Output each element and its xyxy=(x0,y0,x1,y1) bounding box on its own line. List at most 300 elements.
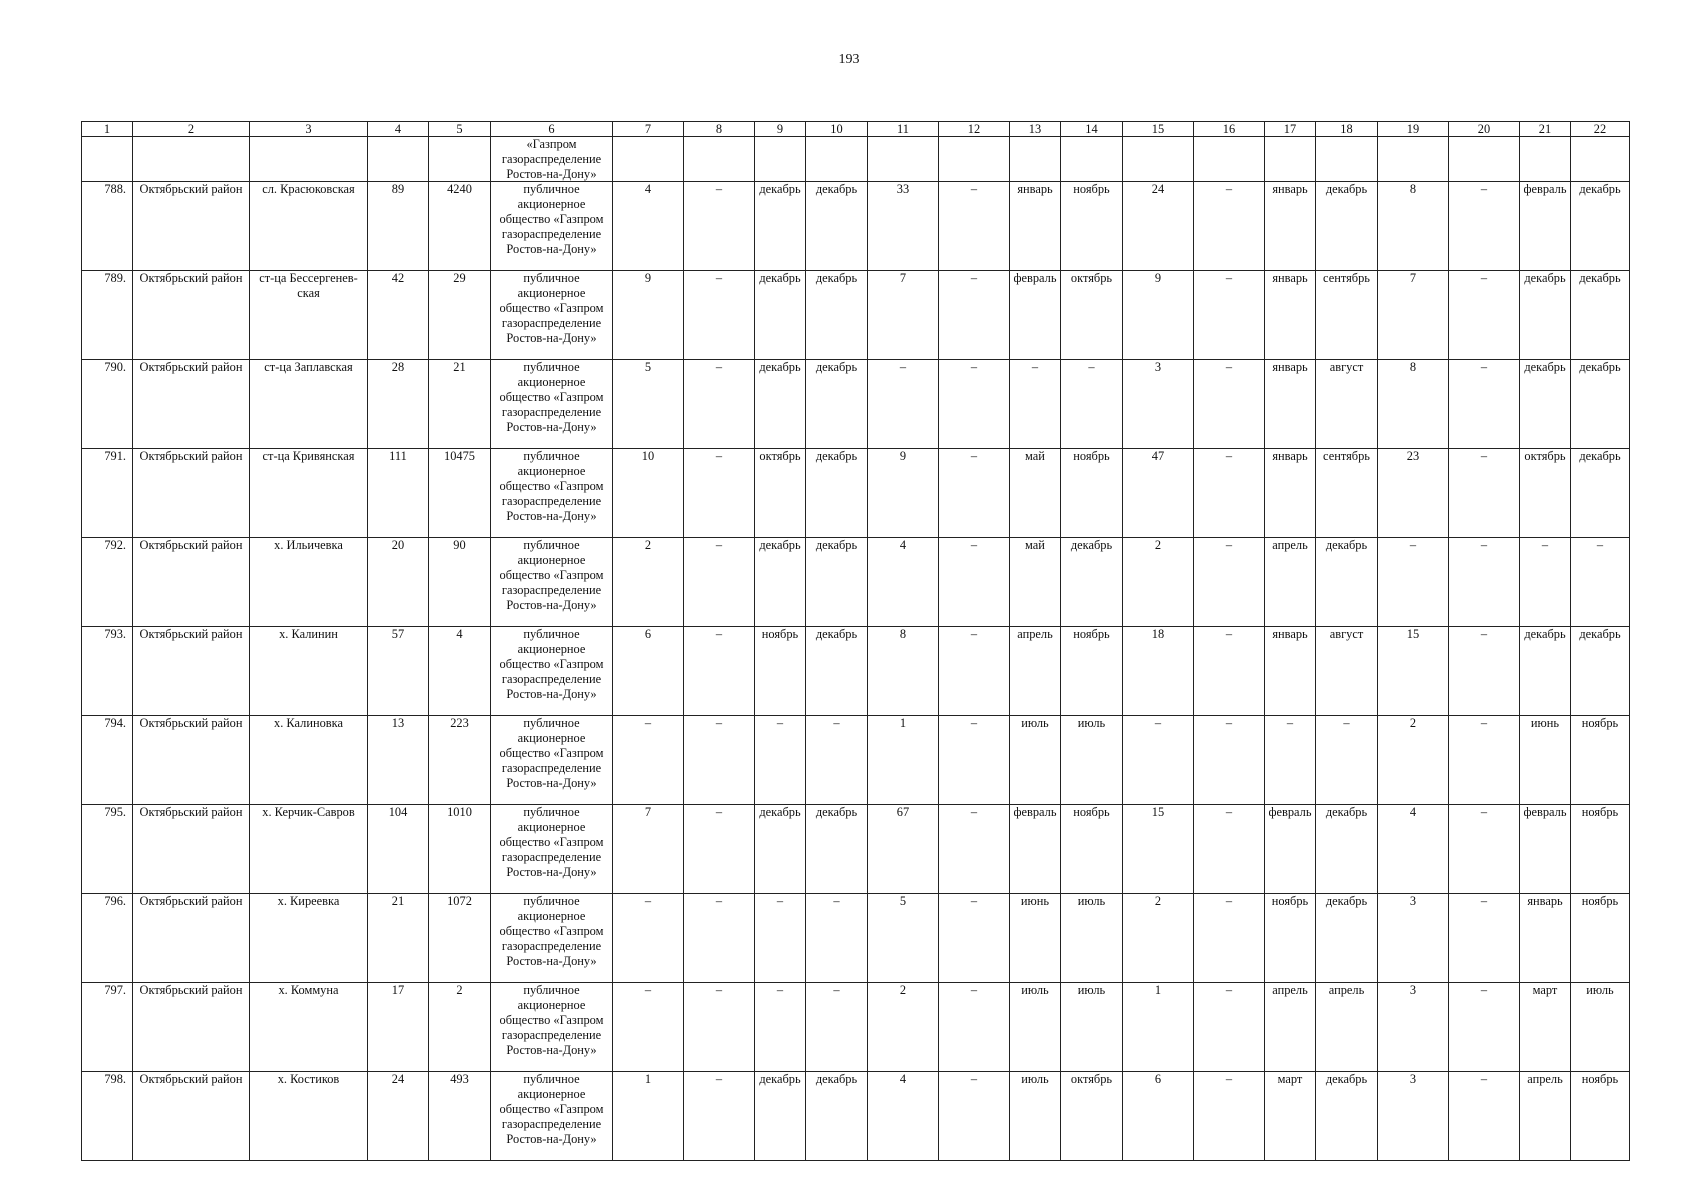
value-cell: 3 xyxy=(1123,360,1194,449)
value-cell: декабрь xyxy=(806,805,868,894)
organization-cell: публичное акционерное общество «Газпром газораспределение Ростов-на-Дону» xyxy=(491,271,613,360)
column-header: 17 xyxy=(1265,122,1316,137)
table-row xyxy=(82,271,1630,360)
value-cell: 223 xyxy=(429,716,491,805)
district-cell: Октябрьский район xyxy=(133,182,250,271)
column-header: 6 xyxy=(491,122,613,137)
value-cell: декабрь xyxy=(1520,627,1571,716)
value-cell: июль xyxy=(1061,983,1123,1072)
page-number: 193 xyxy=(838,52,860,67)
value-cell: – xyxy=(684,1072,755,1161)
empty-cell xyxy=(1265,137,1316,182)
column-header: 20 xyxy=(1449,122,1520,137)
column-header: 1 xyxy=(82,122,133,137)
empty-cell xyxy=(868,137,939,182)
value-cell: февраль xyxy=(1010,805,1061,894)
settlement-cell: х. Калинин xyxy=(250,627,368,716)
value-cell: апрель xyxy=(1265,983,1316,1072)
value-cell: январь xyxy=(1010,182,1061,271)
table-row xyxy=(82,627,1630,716)
value-cell: 18 xyxy=(1123,627,1194,716)
value-cell: декабрь xyxy=(806,449,868,538)
value-cell: июнь xyxy=(1520,716,1571,805)
column-header: 19 xyxy=(1378,122,1449,137)
value-cell: – xyxy=(939,449,1010,538)
value-cell: февраль xyxy=(1520,805,1571,894)
organization-cell: публичное акционерное общество «Газпром газораспределение Ростов-на-Дону» xyxy=(491,983,613,1072)
settlement-cell: х. Костиков xyxy=(250,1072,368,1161)
value-cell: ноябрь xyxy=(1061,182,1123,271)
row-number-cell: 789. xyxy=(82,271,133,360)
value-cell: декабрь xyxy=(1571,271,1630,360)
value-cell: июль xyxy=(1061,894,1123,983)
value-cell: ноябрь xyxy=(1571,894,1630,983)
value-cell: – xyxy=(939,894,1010,983)
value-cell: – xyxy=(684,805,755,894)
value-cell: – xyxy=(1449,627,1520,716)
value-cell: – xyxy=(684,983,755,1072)
table-row xyxy=(82,449,1630,538)
value-cell: – xyxy=(1123,716,1194,805)
value-cell: 2 xyxy=(1123,894,1194,983)
value-cell: май xyxy=(1010,449,1061,538)
value-cell: 20 xyxy=(368,538,429,627)
value-cell: июль xyxy=(1010,1072,1061,1161)
value-cell: ноябрь xyxy=(1265,894,1316,983)
value-cell: февраль xyxy=(1520,182,1571,271)
settlement-cell: х. Коммуна xyxy=(250,983,368,1072)
organization-cell: публичное акционерное общество «Газпром газораспределение Ростов-на-Дону» xyxy=(491,805,613,894)
value-cell: сентябрь xyxy=(1316,271,1378,360)
value-cell: декабрь xyxy=(1316,894,1378,983)
value-cell: апрель xyxy=(1520,1072,1571,1161)
table-row xyxy=(82,983,1630,1072)
column-header: 4 xyxy=(368,122,429,137)
organization-cell: публичное акционерное общество «Газпром газораспределение Ростов-на-Дону» xyxy=(491,182,613,271)
value-cell: декабрь xyxy=(1571,360,1630,449)
value-cell: – xyxy=(1449,360,1520,449)
empty-cell xyxy=(368,137,429,182)
value-cell: 6 xyxy=(613,627,684,716)
value-cell: – xyxy=(806,716,868,805)
district-cell: Октябрьский район xyxy=(133,716,250,805)
value-cell: 89 xyxy=(368,182,429,271)
settlement-cell: х. Ильичевка xyxy=(250,538,368,627)
value-cell: декабрь xyxy=(755,805,806,894)
column-header: 16 xyxy=(1194,122,1265,137)
value-cell: октябрь xyxy=(1520,449,1571,538)
value-cell: – xyxy=(1194,1072,1265,1161)
value-cell: 15 xyxy=(1123,805,1194,894)
table-row xyxy=(82,182,1630,271)
organization-cell: публичное акционерное общество «Газпром газораспределение Ростов-на-Дону» xyxy=(491,449,613,538)
district-cell: Октябрьский район xyxy=(133,538,250,627)
value-cell: 1 xyxy=(1123,983,1194,1072)
value-cell: 9 xyxy=(613,271,684,360)
column-header: 12 xyxy=(939,122,1010,137)
empty-cell xyxy=(133,137,250,182)
value-cell: декабрь xyxy=(1316,538,1378,627)
settlement-cell: х. Калиновка xyxy=(250,716,368,805)
value-cell: ноябрь xyxy=(1061,449,1123,538)
value-cell: апрель xyxy=(1010,627,1061,716)
empty-cell xyxy=(613,137,684,182)
value-cell: – xyxy=(613,716,684,805)
row-number-cell: 794. xyxy=(82,716,133,805)
value-cell: 5 xyxy=(868,894,939,983)
row-number-cell: 788. xyxy=(82,182,133,271)
value-cell: – xyxy=(1194,271,1265,360)
value-cell: 1010 xyxy=(429,805,491,894)
table-row xyxy=(82,716,1630,805)
value-cell: – xyxy=(684,716,755,805)
district-cell: Октябрьский район xyxy=(133,805,250,894)
value-cell: декабрь xyxy=(1571,627,1630,716)
table-row xyxy=(82,1072,1630,1161)
value-cell: февраль xyxy=(1265,805,1316,894)
column-header: 9 xyxy=(755,122,806,137)
district-cell: Октябрьский район xyxy=(133,983,250,1072)
value-cell: 23 xyxy=(1378,449,1449,538)
value-cell: – xyxy=(939,983,1010,1072)
value-cell: 4 xyxy=(1378,805,1449,894)
settlement-cell: ст-ца Заплавская xyxy=(250,360,368,449)
value-cell: ноябрь xyxy=(1571,1072,1630,1161)
value-cell: 6 xyxy=(1123,1072,1194,1161)
settlement-cell: х. Киреевка xyxy=(250,894,368,983)
value-cell: – xyxy=(755,983,806,1072)
value-cell: – xyxy=(939,805,1010,894)
settlement-cell: сл. Красюковская xyxy=(250,182,368,271)
empty-cell xyxy=(755,137,806,182)
value-cell: – xyxy=(806,983,868,1072)
value-cell: – xyxy=(1194,716,1265,805)
value-cell: – xyxy=(684,360,755,449)
value-cell: 2 xyxy=(613,538,684,627)
value-cell: декабрь xyxy=(1316,182,1378,271)
value-cell: 28 xyxy=(368,360,429,449)
value-cell: – xyxy=(1316,716,1378,805)
value-cell: апрель xyxy=(1316,983,1378,1072)
column-header: 3 xyxy=(250,122,368,137)
value-cell: – xyxy=(1449,538,1520,627)
row-number-cell: 791. xyxy=(82,449,133,538)
value-cell: 493 xyxy=(429,1072,491,1161)
value-cell: – xyxy=(939,182,1010,271)
value-cell: – xyxy=(1194,894,1265,983)
value-cell: февраль xyxy=(1010,271,1061,360)
value-cell: январь xyxy=(1265,360,1316,449)
district-cell: Октябрьский район xyxy=(133,1072,250,1161)
empty-cell xyxy=(1010,137,1061,182)
value-cell: ноябрь xyxy=(1571,805,1630,894)
value-cell: 90 xyxy=(429,538,491,627)
value-cell: июль xyxy=(1061,716,1123,805)
column-header: 11 xyxy=(868,122,939,137)
value-cell: 9 xyxy=(1123,271,1194,360)
value-cell: август xyxy=(1316,360,1378,449)
organization-cell: публичное акционерное общество «Газпром газораспределение Ростов-на-Дону» xyxy=(491,360,613,449)
empty-cell xyxy=(1520,137,1571,182)
value-cell: июль xyxy=(1010,983,1061,1072)
value-cell: декабрь xyxy=(755,538,806,627)
district-cell: Октябрьский район xyxy=(133,627,250,716)
column-header: 8 xyxy=(684,122,755,137)
value-cell: – xyxy=(939,271,1010,360)
value-cell: 29 xyxy=(429,271,491,360)
empty-cell xyxy=(250,137,368,182)
row-number-cell: 796. xyxy=(82,894,133,983)
value-cell: декабрь xyxy=(806,360,868,449)
value-cell: 2 xyxy=(1123,538,1194,627)
value-cell: ноябрь xyxy=(1571,716,1630,805)
value-cell: декабрь xyxy=(1520,360,1571,449)
value-cell: ноябрь xyxy=(755,627,806,716)
value-cell: – xyxy=(806,894,868,983)
table-body xyxy=(82,122,1630,1161)
value-cell: – xyxy=(1194,360,1265,449)
value-cell: – xyxy=(1194,983,1265,1072)
empty-cell xyxy=(1194,137,1265,182)
value-cell: 3 xyxy=(1378,1072,1449,1161)
value-cell: 2 xyxy=(868,983,939,1072)
value-cell: 57 xyxy=(368,627,429,716)
value-cell: – xyxy=(939,360,1010,449)
value-cell: – xyxy=(684,271,755,360)
row-number-cell: 790. xyxy=(82,360,133,449)
value-cell: декабрь xyxy=(755,182,806,271)
value-cell: 67 xyxy=(868,805,939,894)
column-header: 14 xyxy=(1061,122,1123,137)
row-number-cell: 793. xyxy=(82,627,133,716)
column-header: 7 xyxy=(613,122,684,137)
district-cell: Октябрьский район xyxy=(133,360,250,449)
value-cell: декабрь xyxy=(755,360,806,449)
settlement-cell: ст-ца Бессергенев-ская xyxy=(250,271,368,360)
value-cell: – xyxy=(1378,538,1449,627)
row-number-cell: 798. xyxy=(82,1072,133,1161)
value-cell: 2 xyxy=(429,983,491,1072)
value-cell: январь xyxy=(1265,627,1316,716)
empty-cell xyxy=(806,137,868,182)
value-cell: – xyxy=(684,182,755,271)
value-cell: январь xyxy=(1520,894,1571,983)
value-cell: 4240 xyxy=(429,182,491,271)
header-row xyxy=(82,122,1630,137)
empty-cell xyxy=(684,137,755,182)
value-cell: июль xyxy=(1571,983,1630,1072)
district-cell: Октябрьский район xyxy=(133,271,250,360)
settlement-cell: ст-ца Кривянская xyxy=(250,449,368,538)
value-cell: 4 xyxy=(868,1072,939,1161)
column-header: 22 xyxy=(1571,122,1630,137)
column-header: 18 xyxy=(1316,122,1378,137)
value-cell: 8 xyxy=(1378,360,1449,449)
value-cell: апрель xyxy=(1265,538,1316,627)
organization-cell: публичное акционерное общество «Газпром газораспределение Ростов-на-Дону» xyxy=(491,716,613,805)
value-cell: – xyxy=(755,716,806,805)
value-cell: декабрь xyxy=(806,1072,868,1161)
value-cell: 111 xyxy=(368,449,429,538)
value-cell: сентябрь xyxy=(1316,449,1378,538)
value-cell: – xyxy=(613,894,684,983)
value-cell: 24 xyxy=(368,1072,429,1161)
value-cell: 33 xyxy=(868,182,939,271)
value-cell: 9 xyxy=(868,449,939,538)
value-cell: октябрь xyxy=(1061,271,1123,360)
value-cell: 104 xyxy=(368,805,429,894)
value-cell: – xyxy=(939,716,1010,805)
organization-cell: «Газпром газораспределение Ростов-на-Дону» xyxy=(491,137,613,182)
value-cell: 1 xyxy=(613,1072,684,1161)
value-cell: 1072 xyxy=(429,894,491,983)
value-cell: декабрь xyxy=(1520,271,1571,360)
column-header: 2 xyxy=(133,122,250,137)
value-cell: 7 xyxy=(613,805,684,894)
value-cell: – xyxy=(1571,538,1630,627)
empty-cell xyxy=(1316,137,1378,182)
value-cell: ноябрь xyxy=(1061,627,1123,716)
value-cell: декабрь xyxy=(1571,182,1630,271)
organization-cell: публичное акционерное общество «Газпром газораспределение Ростов-на-Дону» xyxy=(491,894,613,983)
value-cell: 21 xyxy=(429,360,491,449)
value-cell: январь xyxy=(1265,182,1316,271)
value-cell: июль xyxy=(1010,716,1061,805)
organization-cell: публичное акционерное общество «Газпром газораспределение Ростов-на-Дону» xyxy=(491,1072,613,1161)
value-cell: – xyxy=(1449,182,1520,271)
value-cell: 2 xyxy=(1378,716,1449,805)
value-cell: декабрь xyxy=(755,271,806,360)
value-cell: декабрь xyxy=(1061,538,1123,627)
empty-cell xyxy=(82,137,133,182)
value-cell: декабрь xyxy=(1316,805,1378,894)
value-cell: – xyxy=(1194,538,1265,627)
value-cell: – xyxy=(939,538,1010,627)
value-cell: 3 xyxy=(1378,894,1449,983)
value-cell: 7 xyxy=(868,271,939,360)
empty-cell xyxy=(1449,137,1520,182)
value-cell: 13 xyxy=(368,716,429,805)
row-number-cell: 792. xyxy=(82,538,133,627)
table-row xyxy=(82,360,1630,449)
value-cell: – xyxy=(1010,360,1061,449)
value-cell: 8 xyxy=(1378,182,1449,271)
value-cell: – xyxy=(613,983,684,1072)
value-cell: 1 xyxy=(868,716,939,805)
organization-cell: публичное акционерное общество «Газпром газораспределение Ростов-на-Дону» xyxy=(491,627,613,716)
continuation-row xyxy=(82,137,1630,182)
empty-cell xyxy=(1123,137,1194,182)
value-cell: – xyxy=(1194,805,1265,894)
value-cell: – xyxy=(1520,538,1571,627)
column-header: 5 xyxy=(429,122,491,137)
value-cell: – xyxy=(1194,449,1265,538)
value-cell: – xyxy=(755,894,806,983)
value-cell: март xyxy=(1520,983,1571,1072)
empty-cell xyxy=(1061,137,1123,182)
value-cell: 17 xyxy=(368,983,429,1072)
value-cell: – xyxy=(939,627,1010,716)
value-cell: декабрь xyxy=(755,1072,806,1161)
value-cell: – xyxy=(1449,449,1520,538)
column-header: 10 xyxy=(806,122,868,137)
value-cell: декабрь xyxy=(806,627,868,716)
value-cell: 8 xyxy=(868,627,939,716)
settlement-cell: х. Керчик-Савров xyxy=(250,805,368,894)
value-cell: 10475 xyxy=(429,449,491,538)
value-cell: – xyxy=(1449,805,1520,894)
empty-cell xyxy=(939,137,1010,182)
value-cell: июнь xyxy=(1010,894,1061,983)
table-row xyxy=(82,894,1630,983)
column-header: 21 xyxy=(1520,122,1571,137)
row-number-cell: 797. xyxy=(82,983,133,1072)
value-cell: 10 xyxy=(613,449,684,538)
table-row xyxy=(82,805,1630,894)
value-cell: январь xyxy=(1265,271,1316,360)
district-cell: Октябрьский район xyxy=(133,894,250,983)
value-cell: – xyxy=(1265,716,1316,805)
value-cell: – xyxy=(1449,271,1520,360)
value-cell: декабрь xyxy=(806,182,868,271)
value-cell: декабрь xyxy=(806,271,868,360)
value-cell: – xyxy=(1194,182,1265,271)
value-cell: 5 xyxy=(613,360,684,449)
value-cell: – xyxy=(868,360,939,449)
organization-cell: публичное акционерное общество «Газпром газораспределение Ростов-на-Дону» xyxy=(491,538,613,627)
empty-cell xyxy=(429,137,491,182)
table-row xyxy=(82,538,1630,627)
value-cell: декабрь xyxy=(806,538,868,627)
value-cell: декабрь xyxy=(1571,449,1630,538)
value-cell: – xyxy=(684,894,755,983)
value-cell: 15 xyxy=(1378,627,1449,716)
row-number-cell: 795. xyxy=(82,805,133,894)
value-cell: ноябрь xyxy=(1061,805,1123,894)
value-cell: август xyxy=(1316,627,1378,716)
value-cell: 21 xyxy=(368,894,429,983)
value-cell: – xyxy=(1449,894,1520,983)
value-cell: март xyxy=(1265,1072,1316,1161)
value-cell: – xyxy=(1061,360,1123,449)
empty-cell xyxy=(1378,137,1449,182)
value-cell: – xyxy=(1449,716,1520,805)
value-cell: 4 xyxy=(868,538,939,627)
value-cell: – xyxy=(684,538,755,627)
value-cell: январь xyxy=(1265,449,1316,538)
value-cell: 4 xyxy=(613,182,684,271)
value-cell: май xyxy=(1010,538,1061,627)
value-cell: октябрь xyxy=(755,449,806,538)
value-cell: 24 xyxy=(1123,182,1194,271)
value-cell: 3 xyxy=(1378,983,1449,1072)
value-cell: – xyxy=(1194,627,1265,716)
value-cell: 47 xyxy=(1123,449,1194,538)
value-cell: 4 xyxy=(429,627,491,716)
column-header: 13 xyxy=(1010,122,1061,137)
value-cell: 7 xyxy=(1378,271,1449,360)
value-cell: 42 xyxy=(368,271,429,360)
value-cell: – xyxy=(684,449,755,538)
district-cell: Октябрьский район xyxy=(133,449,250,538)
value-cell: – xyxy=(939,1072,1010,1161)
data-table xyxy=(81,121,1630,1161)
value-cell: – xyxy=(1449,1072,1520,1161)
column-header: 15 xyxy=(1123,122,1194,137)
value-cell: – xyxy=(684,627,755,716)
value-cell: – xyxy=(1449,983,1520,1072)
value-cell: декабрь xyxy=(1316,1072,1378,1161)
